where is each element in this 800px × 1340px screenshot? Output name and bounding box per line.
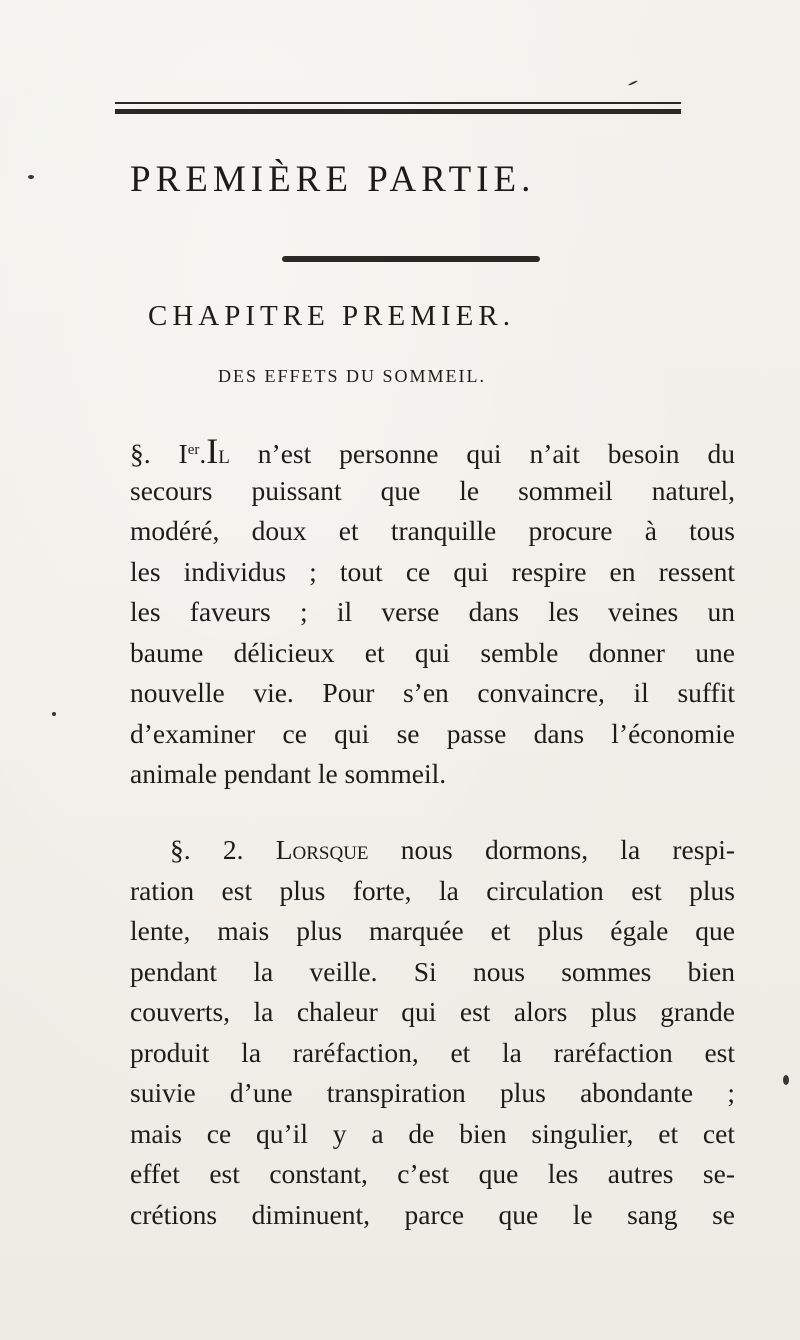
paragraph-1-line: secours puissant que le sommeil naturel, (130, 474, 735, 506)
paragraph-2-line: lente, mais plus marquée et plus égale que (130, 915, 735, 946)
paragraph-1 (130, 430, 735, 795)
initial-letter: I (206, 431, 219, 471)
paragraph-2 (130, 830, 735, 1235)
paragraph-1-line: les individus ; tout ce qui respire en ressent (130, 555, 735, 587)
paragraph-2-line: mais ce qu’il y a de bien singulier, et cet (130, 1117, 735, 1149)
paragraph-1-line: nouvelle vie. Pour s’en convaincre, il suffit (130, 677, 735, 708)
ink-speck (783, 1075, 789, 1085)
paragraph-2-line: couverts, la chaleur qui est alors plus grande (130, 996, 735, 1027)
lead-word: Lorsque (275, 834, 369, 865)
header-double-rule (115, 102, 681, 114)
section-mark: §. 2. (170, 834, 244, 865)
ink-speck (28, 175, 34, 179)
paragraph-2-line: effet est constant, c’est que les autres se- (130, 1158, 735, 1189)
paragraph-1-line: animale pendant le sommeil. (130, 758, 447, 789)
chapter-title: CHAPITRE PREMIER. (148, 300, 515, 332)
part-title: PREMIÈRE PARTIE. (130, 159, 536, 200)
paragraph-1-line: les faveurs ; il verse dans les veines un (130, 596, 735, 627)
section-dot: . (199, 438, 207, 469)
paragraph-1-line: d’examiner ce qui se passe dans l’économie (130, 717, 735, 749)
title-divider (282, 256, 540, 262)
paragraph-2-line: pendant la veille. Si nous sommes bien (130, 955, 735, 987)
paragraph-1-line: modéré, doux et tranquille procure à tous (130, 515, 735, 546)
paragraph-2-line: crétions diminuent, parce que le sang se (130, 1198, 735, 1230)
paragraph-2-line: §. 2. Lorsque nous dormons, la respi- (170, 834, 735, 865)
chapter-subtitle: DES EFFETS DU SOMMEIL. (218, 366, 487, 386)
paragraph-2-line: ration est plus forte, la circulation est plus (130, 874, 735, 906)
ink-speck (628, 80, 638, 86)
ink-speck (52, 712, 56, 716)
paragraph-1-line: baume délicieux et qui semble donner une (130, 636, 735, 668)
paragraph-1-line: §. Ier.Il n’est personne qui n’ait besoin du (130, 431, 735, 471)
lead-word: l (218, 438, 230, 469)
paragraph-2-line: produit la raréfaction, et la raréfaction est (130, 1036, 735, 1068)
section-mark: §. I (130, 438, 188, 469)
section-superscript: er (187, 442, 200, 458)
paragraph-2-line: suivie d’une transpiration plus abondante ; (130, 1077, 735, 1108)
